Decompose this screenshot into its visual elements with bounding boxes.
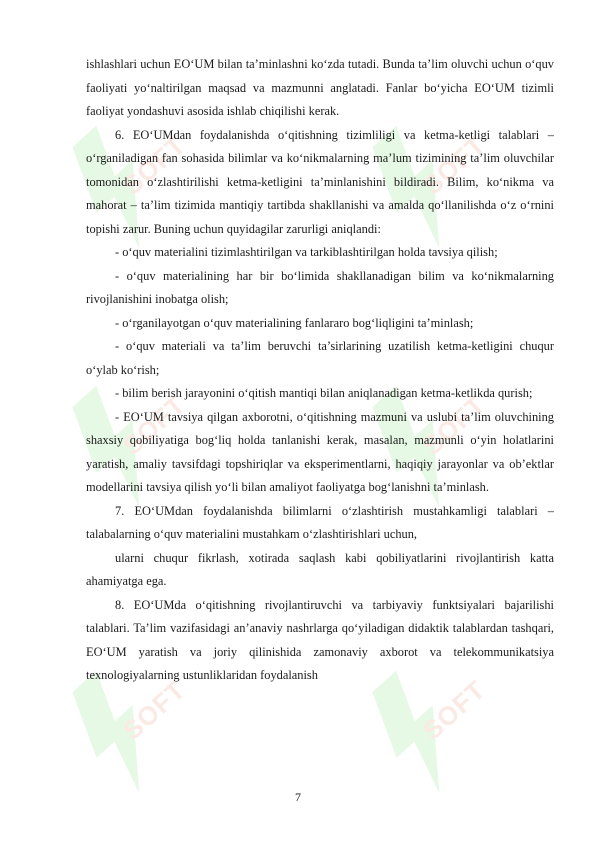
watermark-text: SOFT [416,389,492,461]
page-number: 7 [295,790,301,804]
watermark-text: SOFT [416,129,492,201]
watermark-text: SOFT [116,129,192,201]
list-item: - EO‘UM tavsiya qilgan axborotni, o‘qitishning mazmuni va uslubi ta’lim oluvchining shaxsiy qobiliyatiga bog‘liq holda tanlanishi kerak, masalan, mazmunli o‘yin holatlarini yaratish, amaliy tavsifdagi topshiriqlar va eksperimentlarni, haqiqiy jarayonlar va ob’ektlar modellarini tavsiya qilish yo‘li bilan amaliyot faoliyatga bog‘lanishni ta’minlash. [86,409,554,494]
watermark-text: SOFT [116,389,192,461]
paragraph: 6. EO‘UMdan foydalanishda o‘qitishning tizimliligi va ketma-ketligi talablari – o‘rganiladigan fan sohasida bilimlar va ko‘nikmalarning ma’lum tizimining ta’lim oluvchilar tomonidan o‘zlashtirilishi ketma-ketligini ta’minlanishini bildiradi. Bilim, ko‘nikma va mahorat – ta’lim tizimida mantiqiy tartibda shakllanishi va amalda qo‘llanilishda o‘z o‘rnini topishi zarur. Buning uchun quyidagilar zarurligi aniqlandi: [86,127,554,236]
list-item: - o‘quv materialini tizimlashtirilgan va tarkiblashtirilgan holda tavsiya qilish; [115,245,498,259]
body-text [86,53,554,688]
paragraph: ularni chuqur fikrlash, xotirada saqlash kabi qobiliyatlarini rivojlantirish katta ahamiyatga ega. [86,550,554,588]
list-item: - o‘quv materiali va ta’lim beruvchi ta’sirlarining uzatilish ketma-ketligini chuqur o‘ylab ko‘rish; [86,339,554,377]
watermark-text: SOFT [416,674,492,746]
paragraph: 7. EO‘UMdan foydalanishda bilimlarni o‘zlashtirish mustahkamligi talablari – talabalarning o‘quv materialini mustahkam o‘zlashtirishlari uchun, [86,503,554,541]
list-item: - bilim berish jarayonini o‘qitish mantiqi bilan aniqlanadigan ketma-ketlikda qurish; [115,386,533,400]
paragraph: 8. EO‘UMda o‘qitishning rivojlantiruvchi va tarbiyaviy funktsiyalari bajarilishi talablari. Ta’lim vazifasidagi an’anaviy nashrlarga qo‘yiladigan didaktik talablardan tashqari, EO‘UM yaratish va joriy qilinishida zamonaviy axborot va telekommunikatsiya texnologiyalarning ustunliklaridan foydalanish [86,597,554,682]
list-item: - o‘quv materialining har bir bo‘limida shakllanadigan bilim va ko‘nikmalarning rivojlanishini inobatga olish; [86,268,554,306]
paragraph: ishlashlari uchun EO‘UM bilan ta’minlashni ko‘zda tutadi. Bunda ta’lim oluvchi uchun o‘quv faoliyati yo‘naltirilgan maqsad va mazmunni anglatadi. Fanlar bo‘yicha EO‘UM tizimli faoliyat yondashuvi asosida ishlab chiqilishi kerak. [86,57,554,118]
list-item: - o‘rganilayotgan o‘quv materialining fanlararo bog‘liqligini ta’minlash; [115,315,474,330]
watermark-text: SOFT [116,674,192,746]
